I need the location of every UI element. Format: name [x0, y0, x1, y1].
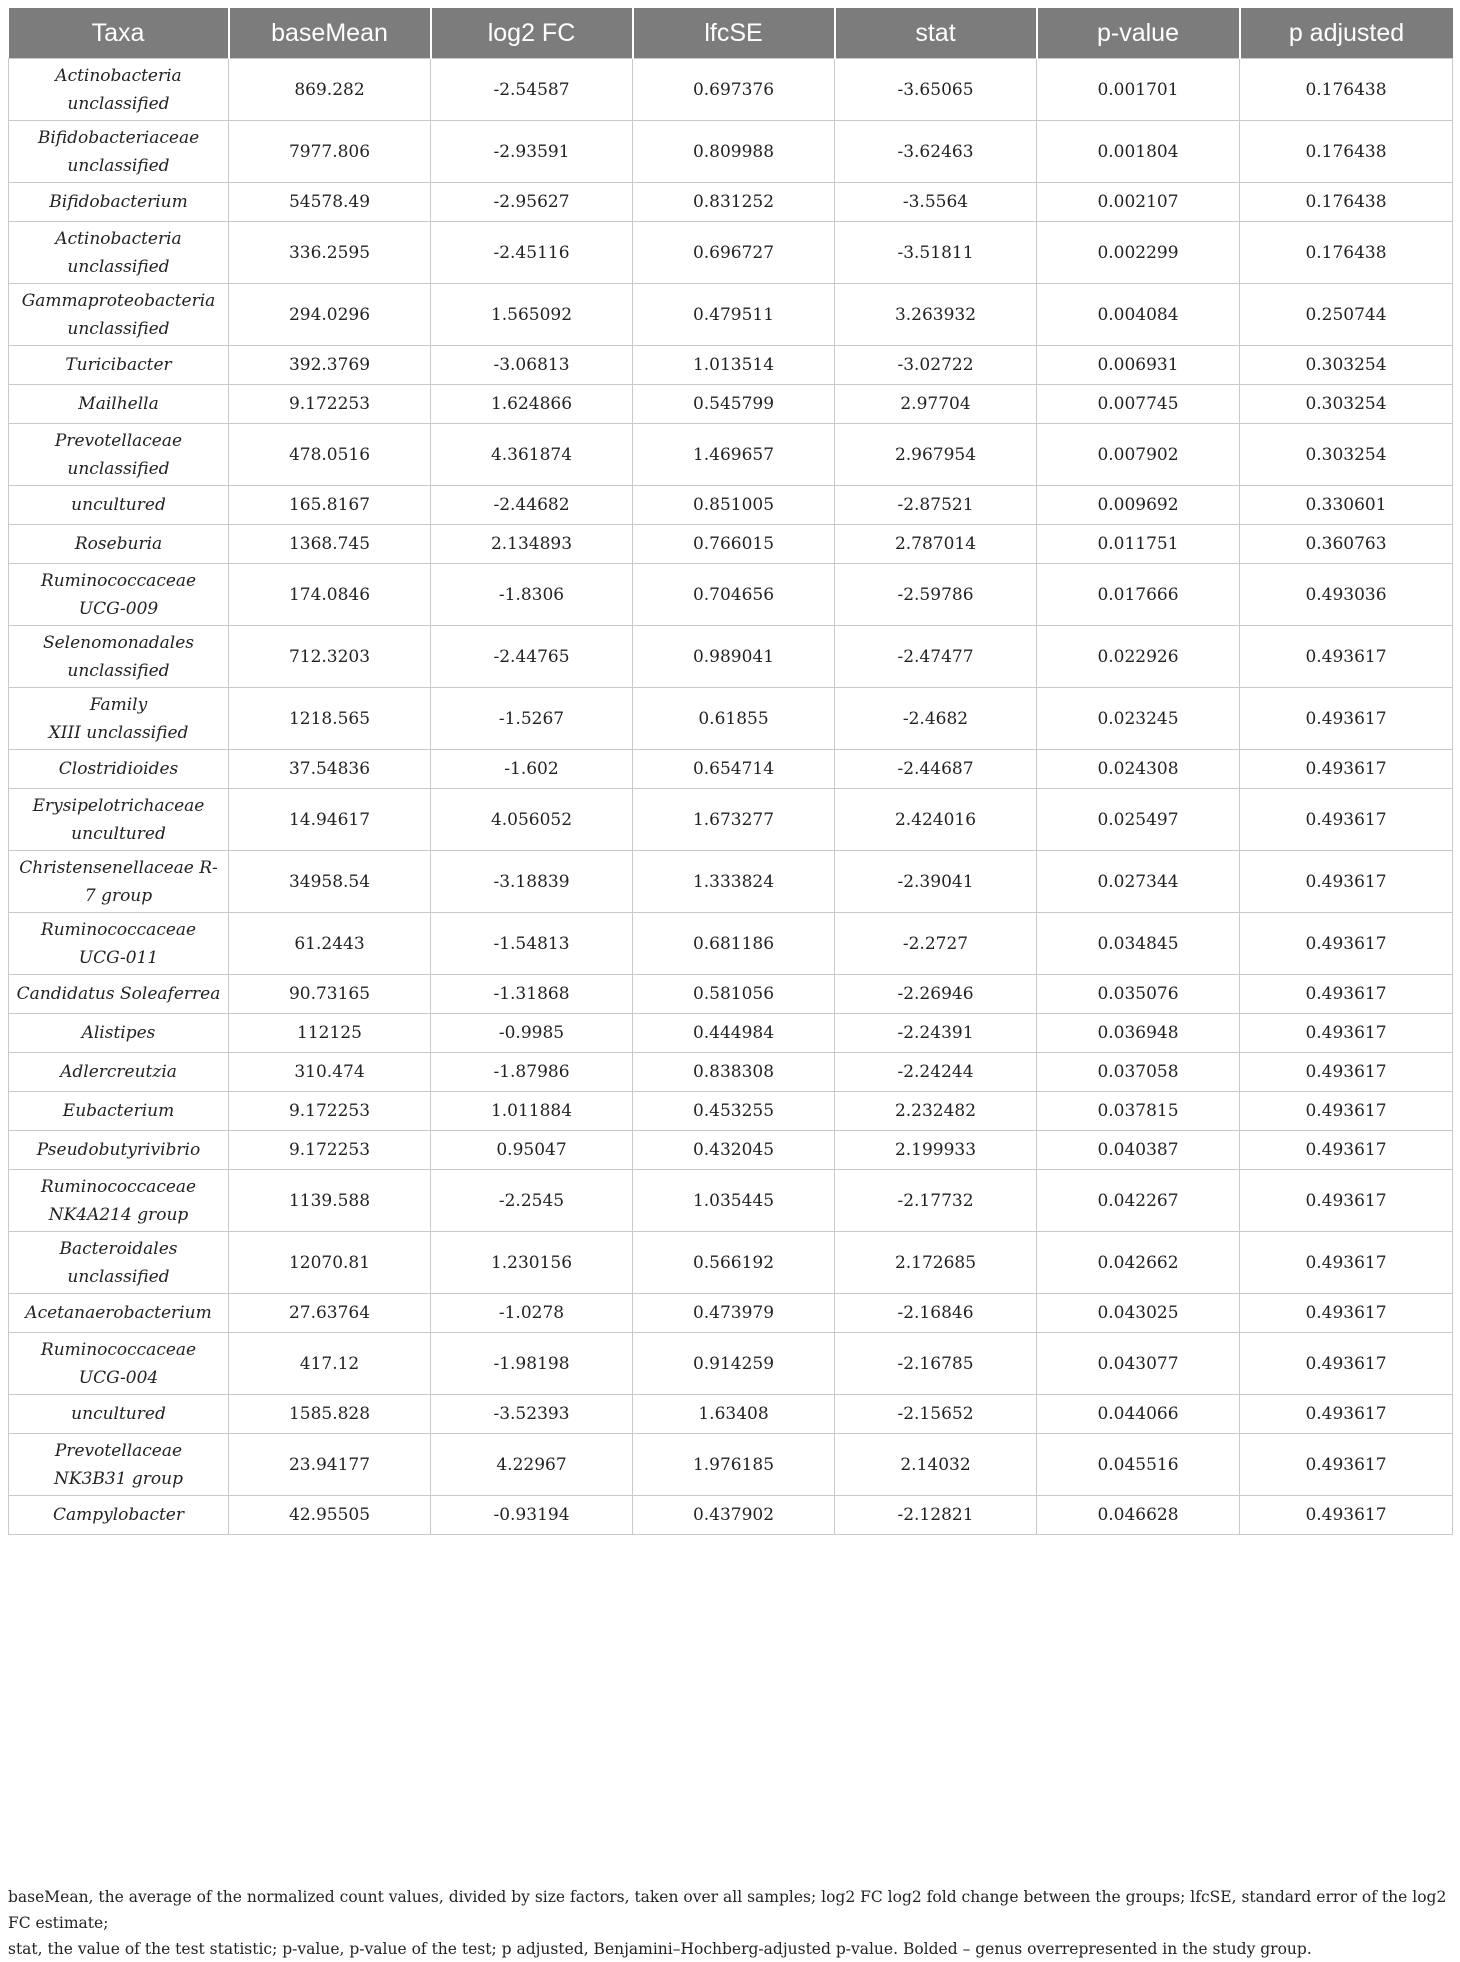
cell-padjusted: 0.493036 [1240, 564, 1453, 626]
cell-lfcse: 0.566192 [633, 1232, 835, 1294]
cell-pvalue: 0.024308 [1037, 750, 1240, 789]
taxa-name-line: Acetanaerobacterium [25, 1303, 212, 1323]
table-row [9, 1333, 1453, 1395]
cell-taxa [9, 1395, 229, 1434]
taxa-name-line: unclassified [67, 93, 170, 114]
cell-log2fc: -2.44682 [431, 486, 633, 525]
cell-log2fc: -2.93591 [431, 121, 633, 183]
cell-stat: -2.24391 [835, 1014, 1037, 1053]
cell-basemean: 12070.81 [229, 1232, 431, 1294]
cell-padjusted: 0.303254 [1240, 346, 1453, 385]
cell-stat: 2.787014 [835, 525, 1037, 564]
cell-stat: -2.47477 [835, 626, 1037, 688]
taxa-name-line: Adlercreutzia [60, 1062, 177, 1082]
table-row [9, 346, 1453, 385]
cell-padjusted: 0.493617 [1240, 1092, 1453, 1131]
taxa-name-line: unclassified [67, 256, 170, 277]
table-row [9, 1092, 1453, 1131]
table-row [9, 750, 1453, 789]
cell-basemean: 712.3203 [229, 626, 431, 688]
taxa-name-line: Mailhella [78, 394, 159, 414]
cell-taxa [9, 1496, 229, 1535]
cell-basemean: 336.2595 [229, 222, 431, 284]
cell-stat: -2.2727 [835, 913, 1037, 975]
cell-padjusted: 0.493617 [1240, 688, 1453, 750]
taxa-name-line: Family [89, 694, 148, 715]
cell-padjusted: 0.176438 [1240, 183, 1453, 222]
cell-lfcse: 1.63408 [633, 1395, 835, 1434]
taxa-name-line: Erysipelotrichaceae [32, 795, 205, 816]
cell-log2fc: -2.2545 [431, 1170, 633, 1232]
cell-basemean: 9.172253 [229, 1131, 431, 1170]
table-row [9, 424, 1453, 486]
cell-taxa [9, 750, 229, 789]
cell-taxa [9, 564, 229, 626]
cell-lfcse: 1.469657 [633, 424, 835, 486]
table-row [9, 525, 1453, 564]
taxa-name-line: unclassified [67, 458, 170, 479]
table-row [9, 1294, 1453, 1333]
cell-lfcse: 0.838308 [633, 1053, 835, 1092]
cell-lfcse: 1.333824 [633, 851, 835, 913]
cell-basemean: 417.12 [229, 1333, 431, 1395]
cell-basemean: 869.282 [229, 59, 431, 121]
table-row [9, 688, 1453, 750]
cell-taxa [9, 183, 229, 222]
cell-padjusted: 0.360763 [1240, 525, 1453, 564]
table-row [9, 486, 1453, 525]
taxa-name-line: Campylobacter [53, 1505, 184, 1525]
cell-basemean: 9.172253 [229, 385, 431, 424]
cell-stat: -2.39041 [835, 851, 1037, 913]
cell-taxa [9, 913, 229, 975]
cell-padjusted: 0.493617 [1240, 626, 1453, 688]
cell-padjusted: 0.493617 [1240, 1232, 1453, 1294]
cell-basemean: 90.73165 [229, 975, 431, 1014]
table-row [9, 222, 1453, 284]
table-row [9, 1014, 1453, 1053]
results-table-container [8, 8, 1452, 1535]
cell-lfcse: 0.61855 [633, 688, 835, 750]
taxa-name-line: Bifidobacteriaceae [37, 127, 200, 148]
cell-pvalue: 0.011751 [1037, 525, 1240, 564]
cell-pvalue: 0.022926 [1037, 626, 1240, 688]
taxa-name-line: Selenomonadales [42, 632, 195, 653]
cell-log2fc: 1.230156 [431, 1232, 633, 1294]
cell-log2fc: -3.18839 [431, 851, 633, 913]
cell-taxa [9, 851, 229, 913]
cell-log2fc: -1.54813 [431, 913, 633, 975]
taxa-name-line: unclassified [67, 660, 170, 681]
cell-padjusted: 0.250744 [1240, 284, 1453, 346]
cell-log2fc: -2.95627 [431, 183, 633, 222]
cell-taxa [9, 1232, 229, 1294]
cell-stat: 2.199933 [835, 1131, 1037, 1170]
cell-log2fc: 4.361874 [431, 424, 633, 486]
cell-lfcse: 1.013514 [633, 346, 835, 385]
cell-padjusted: 0.303254 [1240, 385, 1453, 424]
cell-stat: -3.51811 [835, 222, 1037, 284]
taxa-name-line: Prevotellaceae [54, 430, 183, 451]
table-row [9, 183, 1453, 222]
cell-taxa [9, 121, 229, 183]
cell-log2fc: 1.011884 [431, 1092, 633, 1131]
cell-pvalue: 0.004084 [1037, 284, 1240, 346]
cell-padjusted: 0.493617 [1240, 1434, 1453, 1496]
taxa-name-line: Prevotellaceae [54, 1440, 183, 1461]
table-row [9, 59, 1453, 121]
cell-taxa [9, 346, 229, 385]
cell-basemean: 23.94177 [229, 1434, 431, 1496]
cell-lfcse: 0.545799 [633, 385, 835, 424]
cell-pvalue: 0.002107 [1037, 183, 1240, 222]
taxa-name-line: Candidatus Soleaferrea [16, 984, 221, 1004]
table-row [9, 121, 1453, 183]
cell-basemean: 34958.54 [229, 851, 431, 913]
cell-padjusted: 0.493617 [1240, 1294, 1453, 1333]
taxa-name-line: UCG-011 [78, 947, 159, 968]
cell-pvalue: 0.037058 [1037, 1053, 1240, 1092]
cell-stat: 3.263932 [835, 284, 1037, 346]
cell-log2fc: -2.54587 [431, 59, 633, 121]
taxa-name-line: uncultured [71, 1404, 166, 1424]
cell-basemean: 165.8167 [229, 486, 431, 525]
cell-lfcse: 0.696727 [633, 222, 835, 284]
taxa-name-line: Ruminococcaceae [40, 570, 197, 591]
cell-stat: -2.44687 [835, 750, 1037, 789]
cell-pvalue: 0.006931 [1037, 346, 1240, 385]
header-padjusted: p adjusted [1240, 8, 1453, 59]
cell-pvalue: 0.046628 [1037, 1496, 1240, 1535]
header-stat: stat [835, 8, 1037, 59]
cell-basemean: 1368.745 [229, 525, 431, 564]
cell-log2fc: -1.87986 [431, 1053, 633, 1092]
cell-lfcse: 0.851005 [633, 486, 835, 525]
cell-stat: 2.97704 [835, 385, 1037, 424]
taxa-name-line: Clostridioides [58, 759, 179, 779]
cell-basemean: 294.0296 [229, 284, 431, 346]
cell-log2fc: 0.95047 [431, 1131, 633, 1170]
cell-taxa [9, 688, 229, 750]
cell-lfcse: 0.453255 [633, 1092, 835, 1131]
cell-stat: -3.02722 [835, 346, 1037, 385]
taxa-name-line: uncultured [71, 823, 166, 844]
cell-log2fc: 2.134893 [431, 525, 633, 564]
cell-lfcse: 0.681186 [633, 913, 835, 975]
cell-pvalue: 0.034845 [1037, 913, 1240, 975]
table-row [9, 789, 1453, 851]
cell-basemean: 42.95505 [229, 1496, 431, 1535]
cell-lfcse: 1.673277 [633, 789, 835, 851]
table-header [9, 8, 1453, 59]
cell-pvalue: 0.042267 [1037, 1170, 1240, 1232]
cell-lfcse: 1.976185 [633, 1434, 835, 1496]
cell-stat: -2.16785 [835, 1333, 1037, 1395]
cell-taxa [9, 385, 229, 424]
cell-taxa [9, 1294, 229, 1333]
table-footnote [8, 1884, 1452, 1962]
header-log2fc: log2 FC [431, 8, 633, 59]
cell-stat: 2.172685 [835, 1232, 1037, 1294]
cell-pvalue: 0.043077 [1037, 1333, 1240, 1395]
cell-pvalue: 0.040387 [1037, 1131, 1240, 1170]
cell-stat: -2.26946 [835, 975, 1037, 1014]
cell-stat: -2.87521 [835, 486, 1037, 525]
cell-lfcse: 0.766015 [633, 525, 835, 564]
cell-padjusted: 0.176438 [1240, 121, 1453, 183]
taxa-name-line: Roseburia [74, 534, 163, 554]
cell-lfcse: 0.989041 [633, 626, 835, 688]
table-row [9, 1131, 1453, 1170]
table-row [9, 913, 1453, 975]
cell-padjusted: 0.493617 [1240, 1170, 1453, 1232]
taxa-name-line: 7 group [84, 885, 153, 906]
cell-taxa [9, 1092, 229, 1131]
cell-stat: -2.15652 [835, 1395, 1037, 1434]
table-row [9, 975, 1453, 1014]
taxa-name-line: Actinobacteria [55, 65, 182, 86]
taxa-name-line: NK3B31 group [54, 1468, 183, 1489]
cell-log2fc: -1.8306 [431, 564, 633, 626]
cell-log2fc: -2.44765 [431, 626, 633, 688]
table-row [9, 1496, 1453, 1535]
cell-stat: 2.14032 [835, 1434, 1037, 1496]
cell-taxa [9, 525, 229, 564]
cell-pvalue: 0.023245 [1037, 688, 1240, 750]
cell-log2fc: 4.056052 [431, 789, 633, 851]
cell-basemean: 1139.588 [229, 1170, 431, 1232]
cell-pvalue: 0.007902 [1037, 424, 1240, 486]
cell-log2fc: -1.98198 [431, 1333, 633, 1395]
cell-lfcse: 0.654714 [633, 750, 835, 789]
cell-taxa [9, 1434, 229, 1496]
cell-lfcse: 0.914259 [633, 1333, 835, 1395]
cell-taxa [9, 1170, 229, 1232]
cell-log2fc: -2.45116 [431, 222, 633, 284]
cell-lfcse: 0.697376 [633, 59, 835, 121]
taxa-name-line: Christensenellaceae R- [19, 857, 218, 878]
cell-pvalue: 0.002299 [1037, 222, 1240, 284]
cell-lfcse: 0.704656 [633, 564, 835, 626]
cell-stat: -3.62463 [835, 121, 1037, 183]
cell-padjusted: 0.493617 [1240, 1496, 1453, 1535]
table-row [9, 851, 1453, 913]
cell-log2fc: 1.624866 [431, 385, 633, 424]
cell-padjusted: 0.176438 [1240, 222, 1453, 284]
cell-pvalue: 0.035076 [1037, 975, 1240, 1014]
cell-taxa [9, 59, 229, 121]
cell-lfcse: 0.432045 [633, 1131, 835, 1170]
results-table [8, 8, 1453, 1535]
table-row [9, 284, 1453, 346]
cell-basemean: 1585.828 [229, 1395, 431, 1434]
taxa-name-line: uncultured [71, 495, 166, 515]
cell-padjusted: 0.493617 [1240, 1333, 1453, 1395]
cell-log2fc: -3.06813 [431, 346, 633, 385]
taxa-name-line: Ruminococcaceae [40, 919, 197, 940]
cell-log2fc: 1.565092 [431, 284, 633, 346]
cell-log2fc: -1.602 [431, 750, 633, 789]
cell-basemean: 7977.806 [229, 121, 431, 183]
cell-stat: -2.4682 [835, 688, 1037, 750]
cell-taxa [9, 626, 229, 688]
cell-pvalue: 0.044066 [1037, 1395, 1240, 1434]
cell-basemean: 14.94617 [229, 789, 431, 851]
cell-log2fc: -1.0278 [431, 1294, 633, 1333]
taxa-name-line: Gammaproteobacteria [21, 290, 216, 311]
cell-taxa [9, 1131, 229, 1170]
cell-stat: -2.24244 [835, 1053, 1037, 1092]
cell-log2fc: -0.93194 [431, 1496, 633, 1535]
cell-stat: 2.967954 [835, 424, 1037, 486]
taxa-name-line: Ruminococcaceae [40, 1339, 197, 1360]
cell-log2fc: -1.5267 [431, 688, 633, 750]
cell-padjusted: 0.493617 [1240, 913, 1453, 975]
cell-taxa [9, 1053, 229, 1092]
cell-log2fc: -1.31868 [431, 975, 633, 1014]
cell-taxa [9, 486, 229, 525]
cell-pvalue: 0.042662 [1037, 1232, 1240, 1294]
cell-pvalue: 0.043025 [1037, 1294, 1240, 1333]
cell-stat: 2.232482 [835, 1092, 1037, 1131]
table-row [9, 564, 1453, 626]
header-taxa: Taxa [9, 8, 229, 59]
table-row [9, 385, 1453, 424]
taxa-name-line: Pseudobutyrivibrio [36, 1140, 201, 1160]
cell-lfcse: 0.831252 [633, 183, 835, 222]
taxa-name-line: Alistipes [81, 1023, 156, 1043]
cell-taxa [9, 424, 229, 486]
cell-pvalue: 0.007745 [1037, 385, 1240, 424]
cell-pvalue: 0.001701 [1037, 59, 1240, 121]
cell-padjusted: 0.493617 [1240, 851, 1453, 913]
cell-log2fc: -3.52393 [431, 1395, 633, 1434]
table-row [9, 1232, 1453, 1294]
cell-stat: -2.59786 [835, 564, 1037, 626]
cell-stat: -3.65065 [835, 59, 1037, 121]
table-row [9, 1395, 1453, 1434]
cell-padjusted: 0.493617 [1240, 1053, 1453, 1092]
taxa-name-line: Bacteroidales [59, 1238, 178, 1259]
cell-lfcse: 1.035445 [633, 1170, 835, 1232]
cell-padjusted: 0.493617 [1240, 789, 1453, 851]
taxa-name-line: Bifidobacterium [49, 192, 188, 212]
cell-stat: -2.16846 [835, 1294, 1037, 1333]
cell-padjusted: 0.493617 [1240, 750, 1453, 789]
table-body [9, 59, 1453, 1535]
cell-taxa [9, 284, 229, 346]
cell-taxa [9, 222, 229, 284]
header-pvalue: p-value [1037, 8, 1240, 59]
taxa-name-line: NK4A214 group [48, 1204, 189, 1225]
cell-taxa [9, 789, 229, 851]
taxa-name-line: unclassified [67, 155, 170, 176]
taxa-name-line: UCG-004 [78, 1367, 159, 1388]
cell-padjusted: 0.493617 [1240, 1014, 1453, 1053]
cell-stat: -2.17732 [835, 1170, 1037, 1232]
cell-lfcse: 0.809988 [633, 121, 835, 183]
taxa-name-line: XIII unclassified [48, 722, 189, 743]
cell-basemean: 54578.49 [229, 183, 431, 222]
cell-pvalue: 0.009692 [1037, 486, 1240, 525]
taxa-name-line: Ruminococcaceae [40, 1176, 197, 1197]
cell-pvalue: 0.045516 [1037, 1434, 1240, 1496]
cell-lfcse: 0.473979 [633, 1294, 835, 1333]
footnote-line-2: stat, the value of the test statistic; p-value, p-value of the test; p adjusted, Benjamini–Hochberg-adjusted p-value. Bolded – genus overrepresented in the study group. [8, 1940, 1312, 1958]
cell-padjusted: 0.330601 [1240, 486, 1453, 525]
taxa-name-line: Actinobacteria [55, 228, 182, 249]
cell-lfcse: 0.479511 [633, 284, 835, 346]
taxa-name-line: unclassified [67, 1266, 170, 1287]
cell-pvalue: 0.017666 [1037, 564, 1240, 626]
cell-stat: -2.12821 [835, 1496, 1037, 1535]
cell-lfcse: 0.581056 [633, 975, 835, 1014]
header-row [9, 8, 1453, 59]
cell-basemean: 310.474 [229, 1053, 431, 1092]
table-row [9, 626, 1453, 688]
cell-padjusted: 0.493617 [1240, 975, 1453, 1014]
cell-pvalue: 0.025497 [1037, 789, 1240, 851]
cell-lfcse: 0.444984 [633, 1014, 835, 1053]
cell-taxa [9, 1333, 229, 1395]
cell-stat: -3.5564 [835, 183, 1037, 222]
header-lfcse: lfcSE [633, 8, 835, 59]
taxa-name-line: UCG-009 [78, 598, 159, 619]
taxa-name-line: Turicibacter [65, 355, 172, 375]
cell-basemean: 9.172253 [229, 1092, 431, 1131]
cell-log2fc: -0.9985 [431, 1014, 633, 1053]
taxa-name-line: unclassified [67, 318, 170, 339]
cell-basemean: 37.54836 [229, 750, 431, 789]
cell-pvalue: 0.036948 [1037, 1014, 1240, 1053]
cell-padjusted: 0.176438 [1240, 59, 1453, 121]
cell-stat: 2.424016 [835, 789, 1037, 851]
footnote-line-1: baseMean, the average of the normalized count values, divided by size factors, taken over all samples; log2 FC log2 fold change between the groups; lfcSE, standard error of the log2 FC estimate; [8, 1888, 1447, 1932]
cell-padjusted: 0.493617 [1240, 1131, 1453, 1170]
cell-basemean: 174.0846 [229, 564, 431, 626]
cell-padjusted: 0.303254 [1240, 424, 1453, 486]
table-row [9, 1434, 1453, 1496]
header-basemean: baseMean [229, 8, 431, 59]
cell-pvalue: 0.027344 [1037, 851, 1240, 913]
table-row [9, 1053, 1453, 1092]
cell-basemean: 392.3769 [229, 346, 431, 385]
table-row [9, 1170, 1453, 1232]
cell-basemean: 27.63764 [229, 1294, 431, 1333]
cell-pvalue: 0.037815 [1037, 1092, 1240, 1131]
cell-padjusted: 0.493617 [1240, 1395, 1453, 1434]
cell-taxa [9, 1014, 229, 1053]
cell-basemean: 112125 [229, 1014, 431, 1053]
cell-taxa [9, 975, 229, 1014]
cell-log2fc: 4.22967 [431, 1434, 633, 1496]
cell-pvalue: 0.001804 [1037, 121, 1240, 183]
cell-basemean: 1218.565 [229, 688, 431, 750]
cell-lfcse: 0.437902 [633, 1496, 835, 1535]
taxa-name-line: Eubacterium [62, 1101, 175, 1121]
cell-basemean: 61.2443 [229, 913, 431, 975]
cell-basemean: 478.0516 [229, 424, 431, 486]
